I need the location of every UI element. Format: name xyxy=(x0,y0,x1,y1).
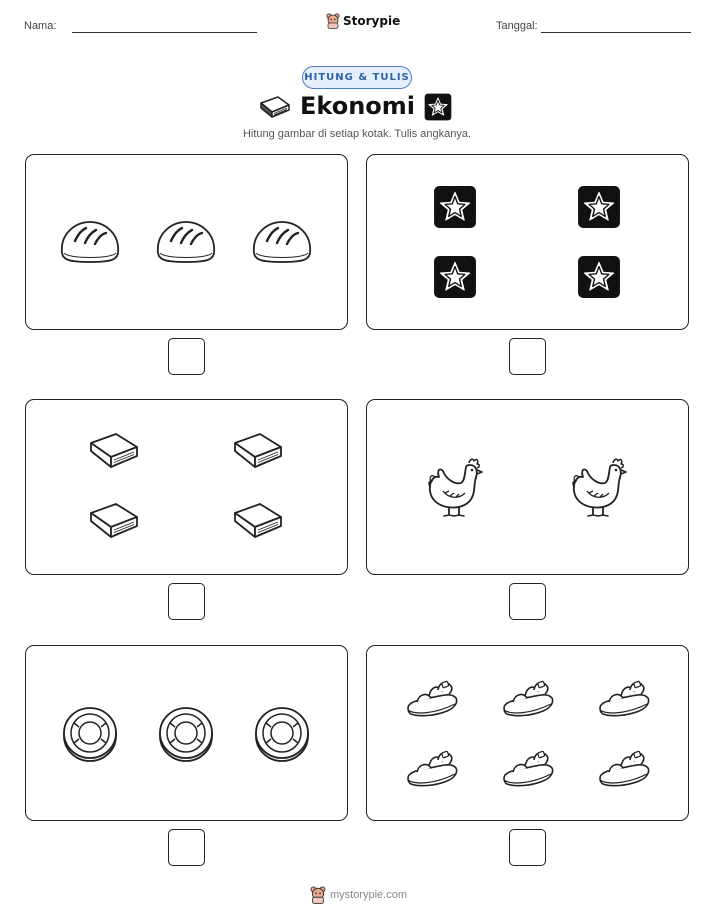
count-card-stars xyxy=(366,154,689,330)
date-line[interactable] xyxy=(541,32,691,33)
book-icon xyxy=(88,501,140,543)
footer-url[interactable]: mystorypie.com xyxy=(330,889,408,901)
answer-box-sandals[interactable] xyxy=(509,829,546,866)
star-tile-icon xyxy=(433,255,477,299)
bread-icon xyxy=(154,219,218,265)
count-card-sandals xyxy=(366,645,689,821)
bear-mascot-icon xyxy=(310,886,326,904)
count-card-bread xyxy=(25,154,348,330)
book-icon xyxy=(88,431,140,473)
title-row xyxy=(0,92,714,124)
answer-box-bread[interactable] xyxy=(168,338,205,375)
sandal-icon xyxy=(597,746,651,790)
name-line[interactable] xyxy=(72,32,257,33)
count-card-chickens xyxy=(366,399,689,575)
answer-box-coins[interactable] xyxy=(168,829,205,866)
name-label: Nama: xyxy=(24,20,57,32)
chicken-icon xyxy=(569,455,629,521)
instructions: Hitung gambar di setiap kotak. Tulis angkanya. xyxy=(242,128,472,140)
sandal-icon xyxy=(405,746,459,790)
activity-badge: HITUNG & TULIS xyxy=(302,66,412,89)
bread-icon xyxy=(58,219,122,265)
answer-box-chickens[interactable] xyxy=(509,583,546,620)
brand-logo xyxy=(326,13,400,29)
bear-mascot-icon xyxy=(326,13,340,29)
count-card-coins xyxy=(25,645,348,821)
book-icon xyxy=(232,501,284,543)
sandal-icon xyxy=(501,676,555,720)
star-tile-icon xyxy=(433,185,477,229)
book-icon xyxy=(232,431,284,473)
book-icon xyxy=(258,94,292,120)
sandal-icon xyxy=(501,746,555,790)
sandal-icon xyxy=(405,676,459,720)
answer-box-books[interactable] xyxy=(168,583,205,620)
page-title: Ekonomi xyxy=(300,92,416,120)
bread-icon xyxy=(250,219,314,265)
chicken-icon xyxy=(425,455,485,521)
coin-icon xyxy=(253,705,311,763)
coin-icon xyxy=(61,705,119,763)
date-label: Tanggal: xyxy=(496,20,538,32)
brand-name: Storypie xyxy=(343,14,401,28)
answer-box-stars[interactable] xyxy=(509,338,546,375)
star-tile-icon xyxy=(424,93,452,121)
star-tile-icon xyxy=(577,255,621,299)
sandal-icon xyxy=(597,676,651,720)
star-tile-icon xyxy=(577,185,621,229)
coin-icon xyxy=(157,705,215,763)
count-card-books xyxy=(25,399,348,575)
footer xyxy=(310,886,407,904)
